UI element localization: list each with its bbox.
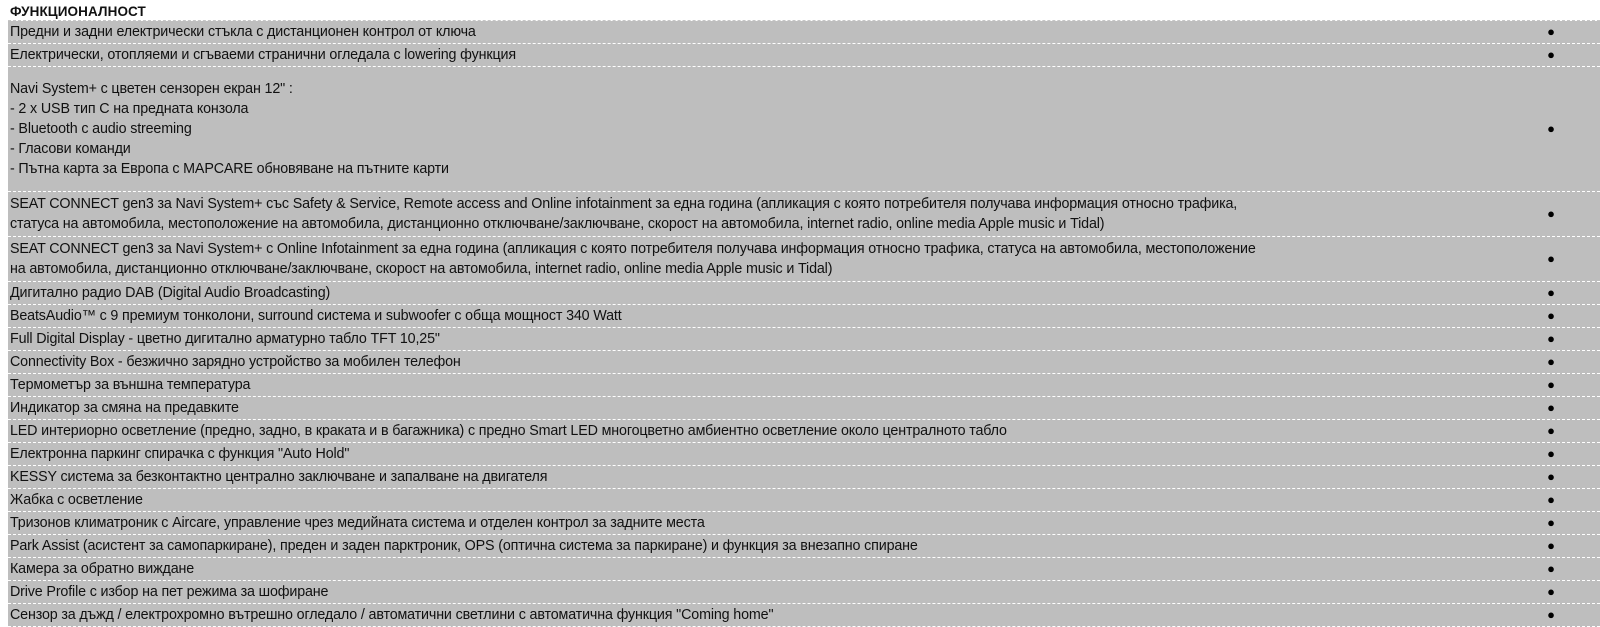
feature-text: Жабка с осветление: [10, 492, 143, 508]
standard-mark: ●: [1547, 285, 1555, 300]
section-title: ФУНКЦИОНАЛНОСТ: [8, 4, 1600, 21]
table-row: [8, 558, 1600, 581]
table-row: [8, 237, 1600, 282]
feature-text: Предни и задни електрически стъкла с дистанционен контрол от ключа: [10, 24, 476, 40]
standard-mark: ●: [1547, 492, 1555, 507]
table-row: [8, 466, 1600, 489]
table-row: [8, 397, 1600, 420]
table-row: [8, 443, 1600, 466]
standard-mark: ●: [1547, 251, 1555, 266]
table-row: [8, 282, 1600, 305]
feature-text: KESSY система за безконтактно централно заключване и запалване на двигателя: [10, 469, 548, 485]
standard-mark: ●: [1547, 423, 1555, 438]
standard-mark: ●: [1547, 354, 1555, 369]
feature-text: Дигитално радио DAB (Digital Audio Broadcasting): [10, 285, 331, 301]
standard-mark: ●: [1547, 47, 1555, 62]
table-row: [8, 374, 1600, 397]
table-row: [8, 44, 1600, 67]
feature-table: [8, 21, 1600, 627]
feature-text: Сензор за дъжд / електрохромно вътрешно огледало / автоматични светлини с автоматична функция "Coming home": [10, 607, 774, 623]
table-row: [8, 21, 1600, 44]
table-row: [8, 535, 1600, 558]
standard-mark: ●: [1547, 584, 1555, 599]
feature-text: SEAT CONNECT gen3 за Navi System+ с Online Infotainment за една година (апликация с която потребителя получава информация относно трафика, статуса на автомобила, местоположение на автомобила, дистанционно отключване/заключване, скорост на автомобила, internet radio, online media Apple music и Tidal): [10, 241, 1256, 277]
feature-text: Тризонов климатроник с Aircare, управление чрез медийната система и отделен контрол за задните места: [10, 515, 705, 531]
feature-text: Електронна паркинг спирачка с функция "Auto Hold": [10, 446, 350, 462]
standard-mark: ●: [1547, 561, 1555, 576]
feature-text: Connectivity Box - безжично зарядно устройство за мобилен телефон: [10, 354, 461, 370]
table-row: [8, 604, 1600, 627]
feature-text: Електрически, отопляеми и сгъваеми странични огледала с lowering функция: [10, 47, 516, 63]
standard-mark: ●: [1547, 538, 1555, 553]
standard-mark: ●: [1547, 206, 1555, 221]
standard-mark: ●: [1547, 377, 1555, 392]
table-row: [8, 489, 1600, 512]
table-row: [8, 581, 1600, 604]
table-row: [8, 512, 1600, 535]
feature-text: Full Digital Display - цветно дигитално арматурно табло TFT 10,25": [10, 331, 440, 347]
standard-mark: ●: [1547, 24, 1555, 39]
feature-text: Drive Profile с избор на пет режима за шофиране: [10, 584, 329, 600]
feature-text: LED интериорно осветление (предно, задно, в краката и в багажника) с предно Smart LED многоцветно амбиентно осветление около централното табло: [10, 423, 1007, 439]
standard-mark: ●: [1547, 121, 1555, 136]
feature-text: SEAT CONNECT gen3 за Navi System+ със Safety & Service, Remote access and Online infotainment за една година (апликация с която потребителя получава информация относно трафика, статуса на автомобила, местоположение на автомобила, дистанционно отключване/заключване, скорост на автомобила, internet radio, online media Apple music и Tidal): [10, 196, 1238, 232]
feature-text: Термометър за външна температура: [10, 377, 251, 393]
feature-text: Navi System+ с цветен сензорен екран 12" : - 2 x USB тип С на предната конзола - Bluetooth с audio streeming - Гласови команди - Пътна карта за Европа с MAPCARE обновяване на пътните карти: [10, 81, 449, 177]
table-row: [8, 67, 1600, 192]
table-row: [8, 328, 1600, 351]
standard-mark: ●: [1547, 400, 1555, 415]
standard-mark: ●: [1547, 515, 1555, 530]
table-row: [8, 420, 1600, 443]
standard-mark: ●: [1547, 469, 1555, 484]
table-row: [8, 305, 1600, 328]
feature-text: BeatsAudio™ с 9 премиум тонколони, surround система и subwoofer с обща мощност 340 Watt: [10, 308, 622, 324]
table-row: [8, 192, 1600, 237]
feature-text: Камера за обратно виждане: [10, 561, 195, 577]
standard-mark: ●: [1547, 331, 1555, 346]
standard-mark: ●: [1547, 607, 1555, 622]
table-row: [8, 351, 1600, 374]
feature-text: Park Assist (асистент за самопаркиране), преден и заден парктроник, OPS (оптична система за паркиране) и функция за внезапно спиране: [10, 538, 918, 554]
feature-text: Индикатор за смяна на предавките: [10, 400, 239, 416]
standard-mark: ●: [1547, 446, 1555, 461]
standard-mark: ●: [1547, 308, 1555, 323]
